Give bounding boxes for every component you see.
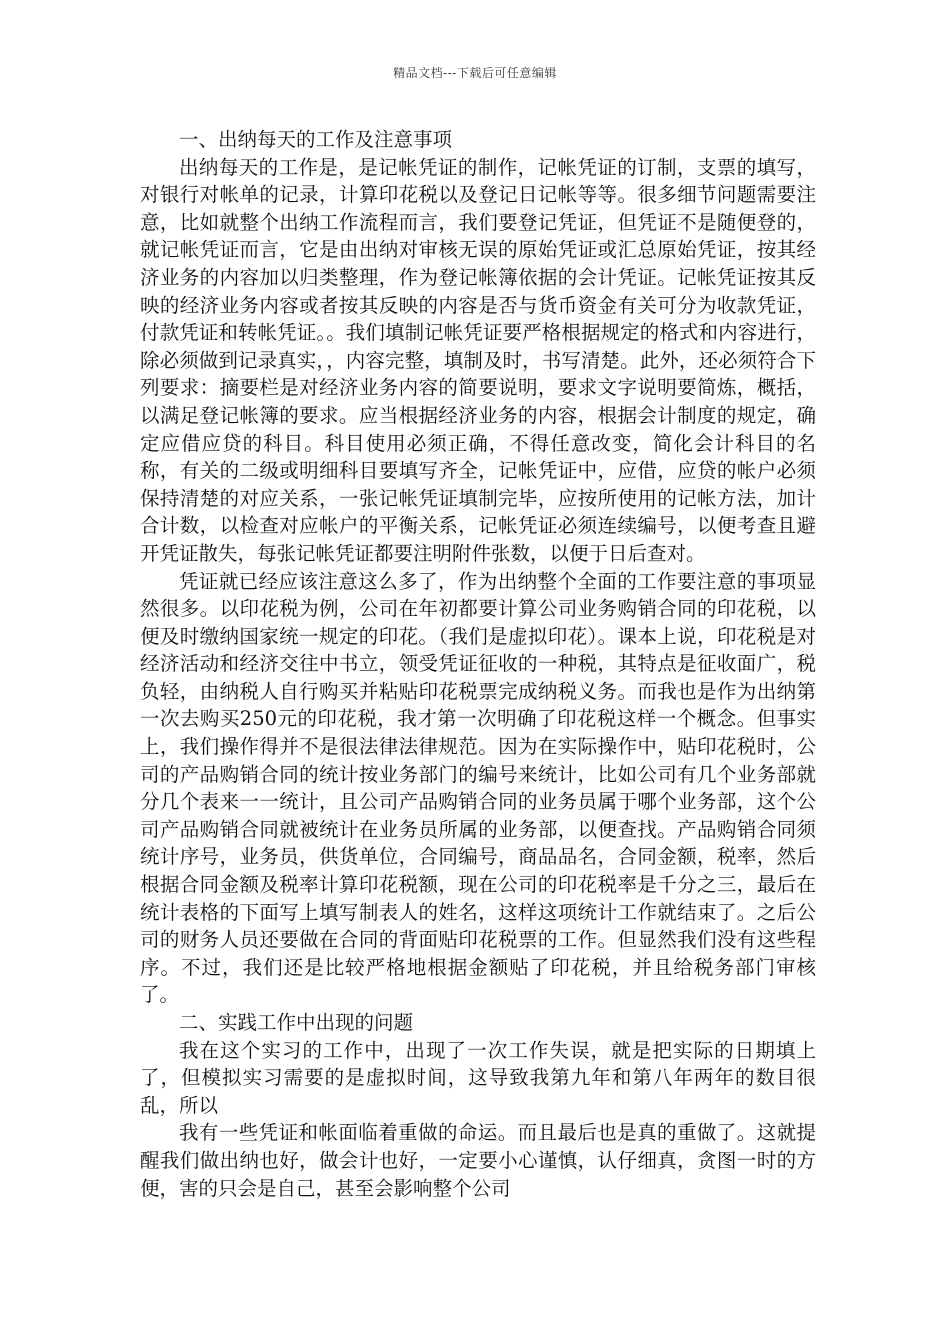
- paragraph: 我在这个实习的工作中，出现了一次工作失误，就是把实际的日期填上了，但模拟实习需要的是虚拟时间，这导致我第九年和第八年两年的数目很乱，所以: [140, 1038, 816, 1117]
- section-heading-2: 二、实践工作中出现的问题: [179, 1011, 414, 1034]
- paragraph: 出纳每天的工作是，是记帐凭证的制作，记帐凭证的订制，支票的填写，对银行对帐单的记录，计算印花税以及登记日记帐等等。很多细节问题需要注意，比如就整个出纳工作流程而言，我们要登记凭证，但凭证不是随便登的，就记帐凭证而言，它是由出纳对审核无误的原始凭证或汇总原始凭证，按其经济业务的内容加以归类整理，作为登记帐簿依据的会计凭证。记帐凭证按其反映的经济业务内容或者按其反映的内容是否与货币资金有关可分为收款凭证，付款凭证和转帐凭证。。我们填制记帐凭证要严格根据规定的格式和内容进行，除必须做到记录真实，，内容完整，填制及时，书写清楚。此外，还必须符合下列要求：摘要栏是对经济业务内容的简要说明，要求文字说明要简炼，概括，以满足登记帐簿的要求。应当根据经济业务的内容，根据会计制度的规定，确定应借应贷的科目。科目使用必须正确，不得任意改变，简化会计科目的名称，有关的二级或明细科目要填写齐全，记帐凭证中，应借，应贷的帐户必须保持清楚的对应关系，一张记帐凭证填制完毕，应按所使用的记帐方法，加计合计数，以检查对应帐户的平衡关系，记帐凭证必须连续编号，以便考查且避开凭证散失，每张记帐凭证都要注明附件张数，以便于日后查对。: [140, 155, 816, 565]
- section-heading-1: 一、出纳每天的工作及注意事项: [179, 128, 453, 151]
- paragraph: 我有一些凭证和帐面临着重做的命运。而且最后也是真的重做了。这就提醒我们做出纳也好，做会计也好，一定要小心谨慎，认仔细真，贪图一时的方便，害的只会是自己，甚至会影响整个公司: [140, 1121, 816, 1200]
- document-body: [140, 126, 816, 1202]
- paragraph: 凭证就已经应该注意这么多了，作为出纳整个全面的工作要注意的事项显然很多。以印花税为例，公司在年初都要计算公司业务购销合同的印花税，以便及时缴纳国家统一规定的印花。（我们是虚拟印花）。课本上说，印花税是对经济活动和经济交往中书立，领受凭证征收的一种税，其特点是征收面广，税负轻，由纳税人自行购买并粘贴印花税票完成纳税义务。而我也是作为出纳第一次去购买250元的印花税，我才第一次明确了印花税这样一个概念。但事实上，我们操作得并不是很法律法律规范。因为在实际操作中，贴印花税时，公司的产品购销合同的统计按业务部门的编号来统计，比如公司有几个业务部就分几个表来一一统计，且公司产品购销合同的业务员属于哪个业务部，这个公司产品购销合同就被统计在业务员所属的业务部，以便查找。产品购销合同须统计序号，业务员，供货单位，合同编号，商品品名，合同金额，税率，然后根据合同金额及税率计算印花税额，现在公司的印花税率是千分之三，最后在统计表格的下面写上填写制表人的姓名，这样这项统计工作就结束了。之后公司的财务人员还要做在合同的背面贴印花税票的工作。但显然我们没有这些程序。不过，我们还是比较严格地根据金额贴了印花税，并且给税务部门审核了。: [140, 569, 816, 1007]
- header-note: 精品文档---下载后可任意编辑: [393, 66, 557, 80]
